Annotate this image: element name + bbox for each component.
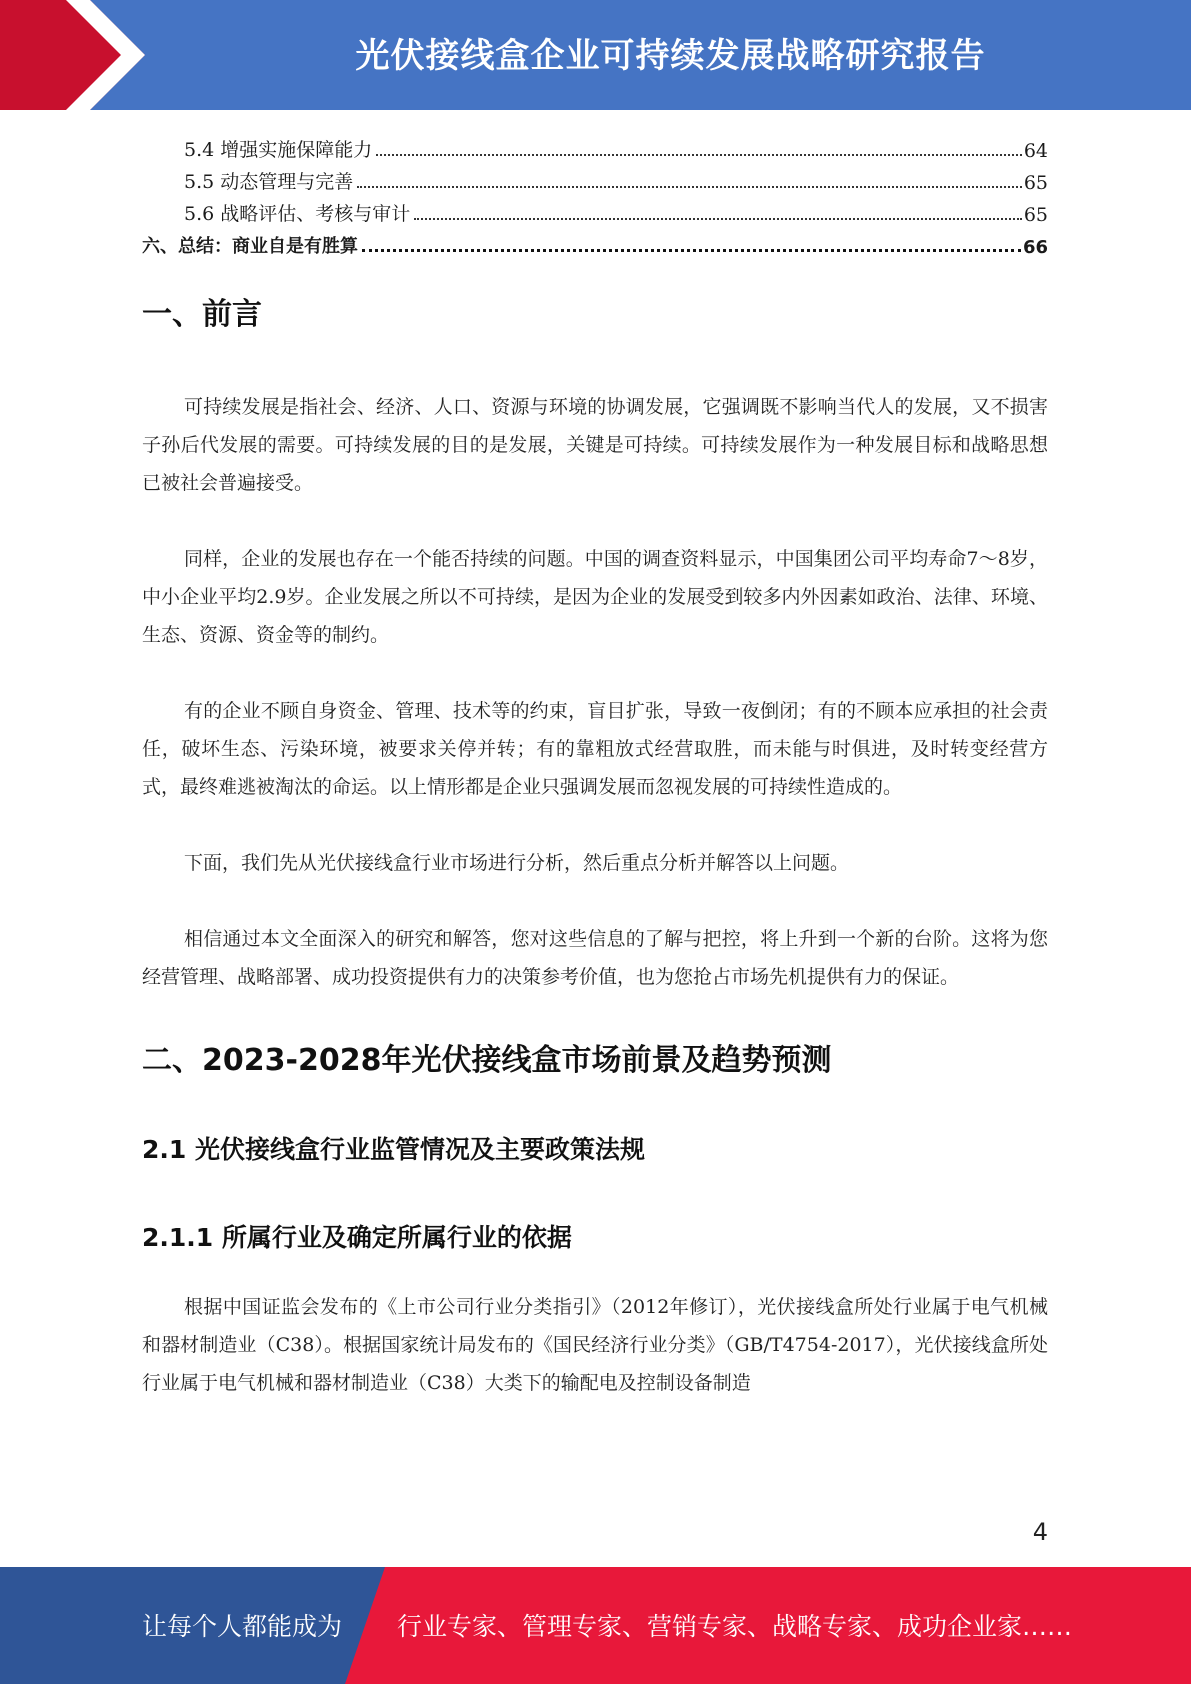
header-banner bbox=[0, 0, 1191, 110]
section-heading: 一、前言 bbox=[142, 297, 262, 332]
paragraph: 根据中国证监会发布的《上市公司行业分类指引》（2012年修订），光伏接线盒所处行业属于电气机械和器材制造业（C38）。根据国家统计局发布的《国民经济行业分类》（GB/T4754-2017），光伏接线盒所处行业属于电气机械和器材制造业（C38）大类下的输配电及控制设备制造 bbox=[142, 1296, 1048, 1394]
toc-item[interactable] bbox=[142, 226, 1048, 258]
document-body bbox=[142, 290, 1048, 1402]
toc-leader-dots bbox=[376, 154, 1022, 156]
toc-item[interactable] bbox=[142, 162, 1048, 194]
toc-item-label: 5.6 战略评估、考核与审计 bbox=[184, 203, 411, 225]
page-number: 4 bbox=[1032, 1518, 1048, 1546]
section-heading: 二、2023-2028年光伏接线盒市场前景及趋势预测 bbox=[142, 1043, 832, 1078]
report-title: 光伏接线盒企业可持续发展战略研究报告 bbox=[355, 36, 986, 76]
toc-leader-dots bbox=[357, 186, 1022, 188]
toc-item-label: 六、总结：商业自是有胜算 bbox=[142, 236, 358, 257]
paragraph: 可持续发展是指社会、经济、人口、资源与环境的协调发展，它强调既不影响当代人的发展，又不损害子孙后代发展的需要。可持续发展的目的是发展，关键是可持续。可持续发展作为一种发展目标和战略思想已被社会普遍接受。 bbox=[142, 396, 1048, 494]
paragraph: 下面，我们先从光伏接线盒行业市场进行分析，然后重点分析并解答以上问题。 bbox=[184, 852, 850, 874]
toc-item-page: 64 bbox=[1023, 140, 1048, 162]
subsubsection-heading: 2.1.1 所属行业及确定所属行业的依据 bbox=[142, 1223, 572, 1252]
toc-item-page: 65 bbox=[1023, 204, 1048, 226]
toc-item-page: 66 bbox=[1022, 237, 1048, 258]
toc-item-label: 5.4 增强实施保障能力 bbox=[184, 139, 373, 161]
footer-banner bbox=[0, 1567, 1191, 1684]
paragraph: 相信通过本文全面深入的研究和解答，您对这些信息的了解与把控，将上升到一个新的台阶。这将为您经营管理、战略部署、成功投资提供有力的决策参考价值，也为您抢占市场先机提供有力的保证。 bbox=[142, 928, 1048, 988]
paragraph: 有的企业不顾自身资金、管理、技术等的约束，盲目扩张，导致一夜倒闭；有的不顾本应承担的社会责任，破坏生态、污染环境，被要求关停并转；有的靠粗放式经营取胜，而未能与时俱进，及时转变经营方式，最终难逃被淘汰的命运。以上情形都是企业只强调发展而忽视发展的可持续性造成的。 bbox=[142, 700, 1048, 798]
footer-slogan-right: 行业专家、管理专家、营销专家、战略专家、成功企业家…… bbox=[397, 1612, 1073, 1641]
footer-slogan-left: 让每个人都能成为 bbox=[142, 1612, 343, 1641]
toc-item-page: 65 bbox=[1023, 172, 1048, 194]
toc-item[interactable] bbox=[142, 130, 1048, 162]
table-of-contents bbox=[142, 130, 1048, 258]
toc-item-label: 5.5 动态管理与完善 bbox=[184, 171, 354, 193]
paragraph: 同样，企业的发展也存在一个能否持续的问题。中国的调查资料显示，中国集团公司平均寿命7～8岁，中小企业平均2.9岁。企业发展之所以不可持续，是因为企业的发展受到较多内外因素如政治、法律、环境、生态、资源、资金等的制约。 bbox=[142, 548, 1048, 646]
toc-leader-dots bbox=[414, 218, 1022, 220]
toc-leader-dots bbox=[362, 249, 1021, 252]
toc-item[interactable] bbox=[142, 194, 1048, 226]
subsection-heading: 2.1 光伏接线盒行业监管情况及主要政策法规 bbox=[142, 1135, 645, 1164]
